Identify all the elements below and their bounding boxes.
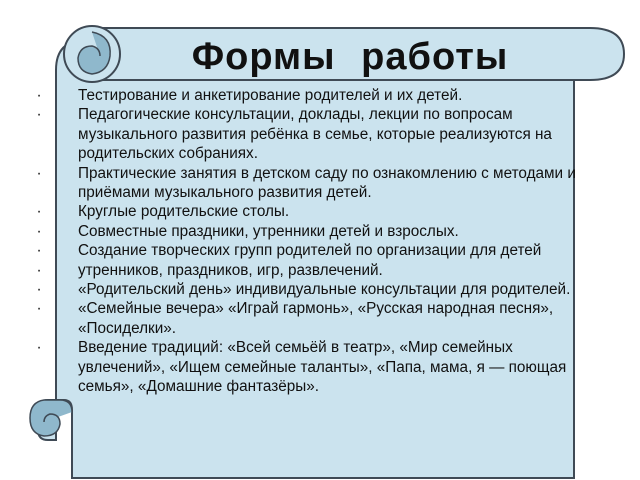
list-item-text: Совместные праздники, утренники детей и взрослых.: [78, 222, 459, 240]
bullet-icon: ·: [36, 300, 42, 318]
list-item-text: утренников, праздников, игр, развлечений.: [78, 261, 383, 279]
scroll-bottom-curl: [30, 400, 72, 436]
list-item-text: «Семейные вечера» «Играй гармонь», «Русская народная песня», «Посиделки».: [78, 300, 554, 337]
list-item-text: Создание творческих групп родителей по организации для детей: [78, 242, 542, 260]
list-item: [34, 164, 590, 203]
list-item: [34, 261, 590, 280]
bullet-icon: ·: [36, 164, 42, 182]
list-item: [34, 338, 590, 396]
list-item-text: Практические занятия в детском саду по ознакомлению с методами и приёмами музыкального развития детей.: [78, 164, 576, 202]
list-item-text: Педагогические консультации, доклады, лекции по вопросам музыкального развития ребёнка в семье, которые реализуются на родительских собраниях.: [78, 106, 552, 163]
list-item-text: Круглые родительские столы.: [78, 203, 290, 221]
list-item-text: «Родительский день» индивидуальные консультации для родителей.: [78, 281, 571, 299]
list-item: [34, 222, 590, 241]
bullet-icon: ·: [36, 203, 42, 221]
bullet-icon: ·: [36, 222, 42, 240]
bullet-icon: ·: [36, 106, 42, 124]
bullet-icon: ·: [36, 339, 42, 357]
bullet-icon: ·: [36, 261, 42, 279]
list-item: [34, 241, 590, 260]
work-forms-list: [34, 86, 590, 397]
list-item: [34, 86, 590, 105]
page-title: Формы работы: [191, 36, 509, 78]
list-item-text: Введение традиций: «Всей семьёй в театр», «Мир семейных увлечений», «Ищем семейные таланты», «Папа, мама, я — поющая семья», «Домашние фантазёры».: [78, 339, 567, 396]
list-item: [34, 105, 590, 163]
bullet-icon: ·: [36, 87, 42, 104]
bullet-icon: ·: [36, 281, 42, 299]
bullet-icon: ·: [36, 242, 42, 260]
list-item: [34, 280, 590, 299]
list-item: [34, 202, 590, 221]
list-item: [34, 299, 590, 338]
list-item-text: Тестирование и анкетирование родителей и их детей.: [78, 87, 463, 104]
